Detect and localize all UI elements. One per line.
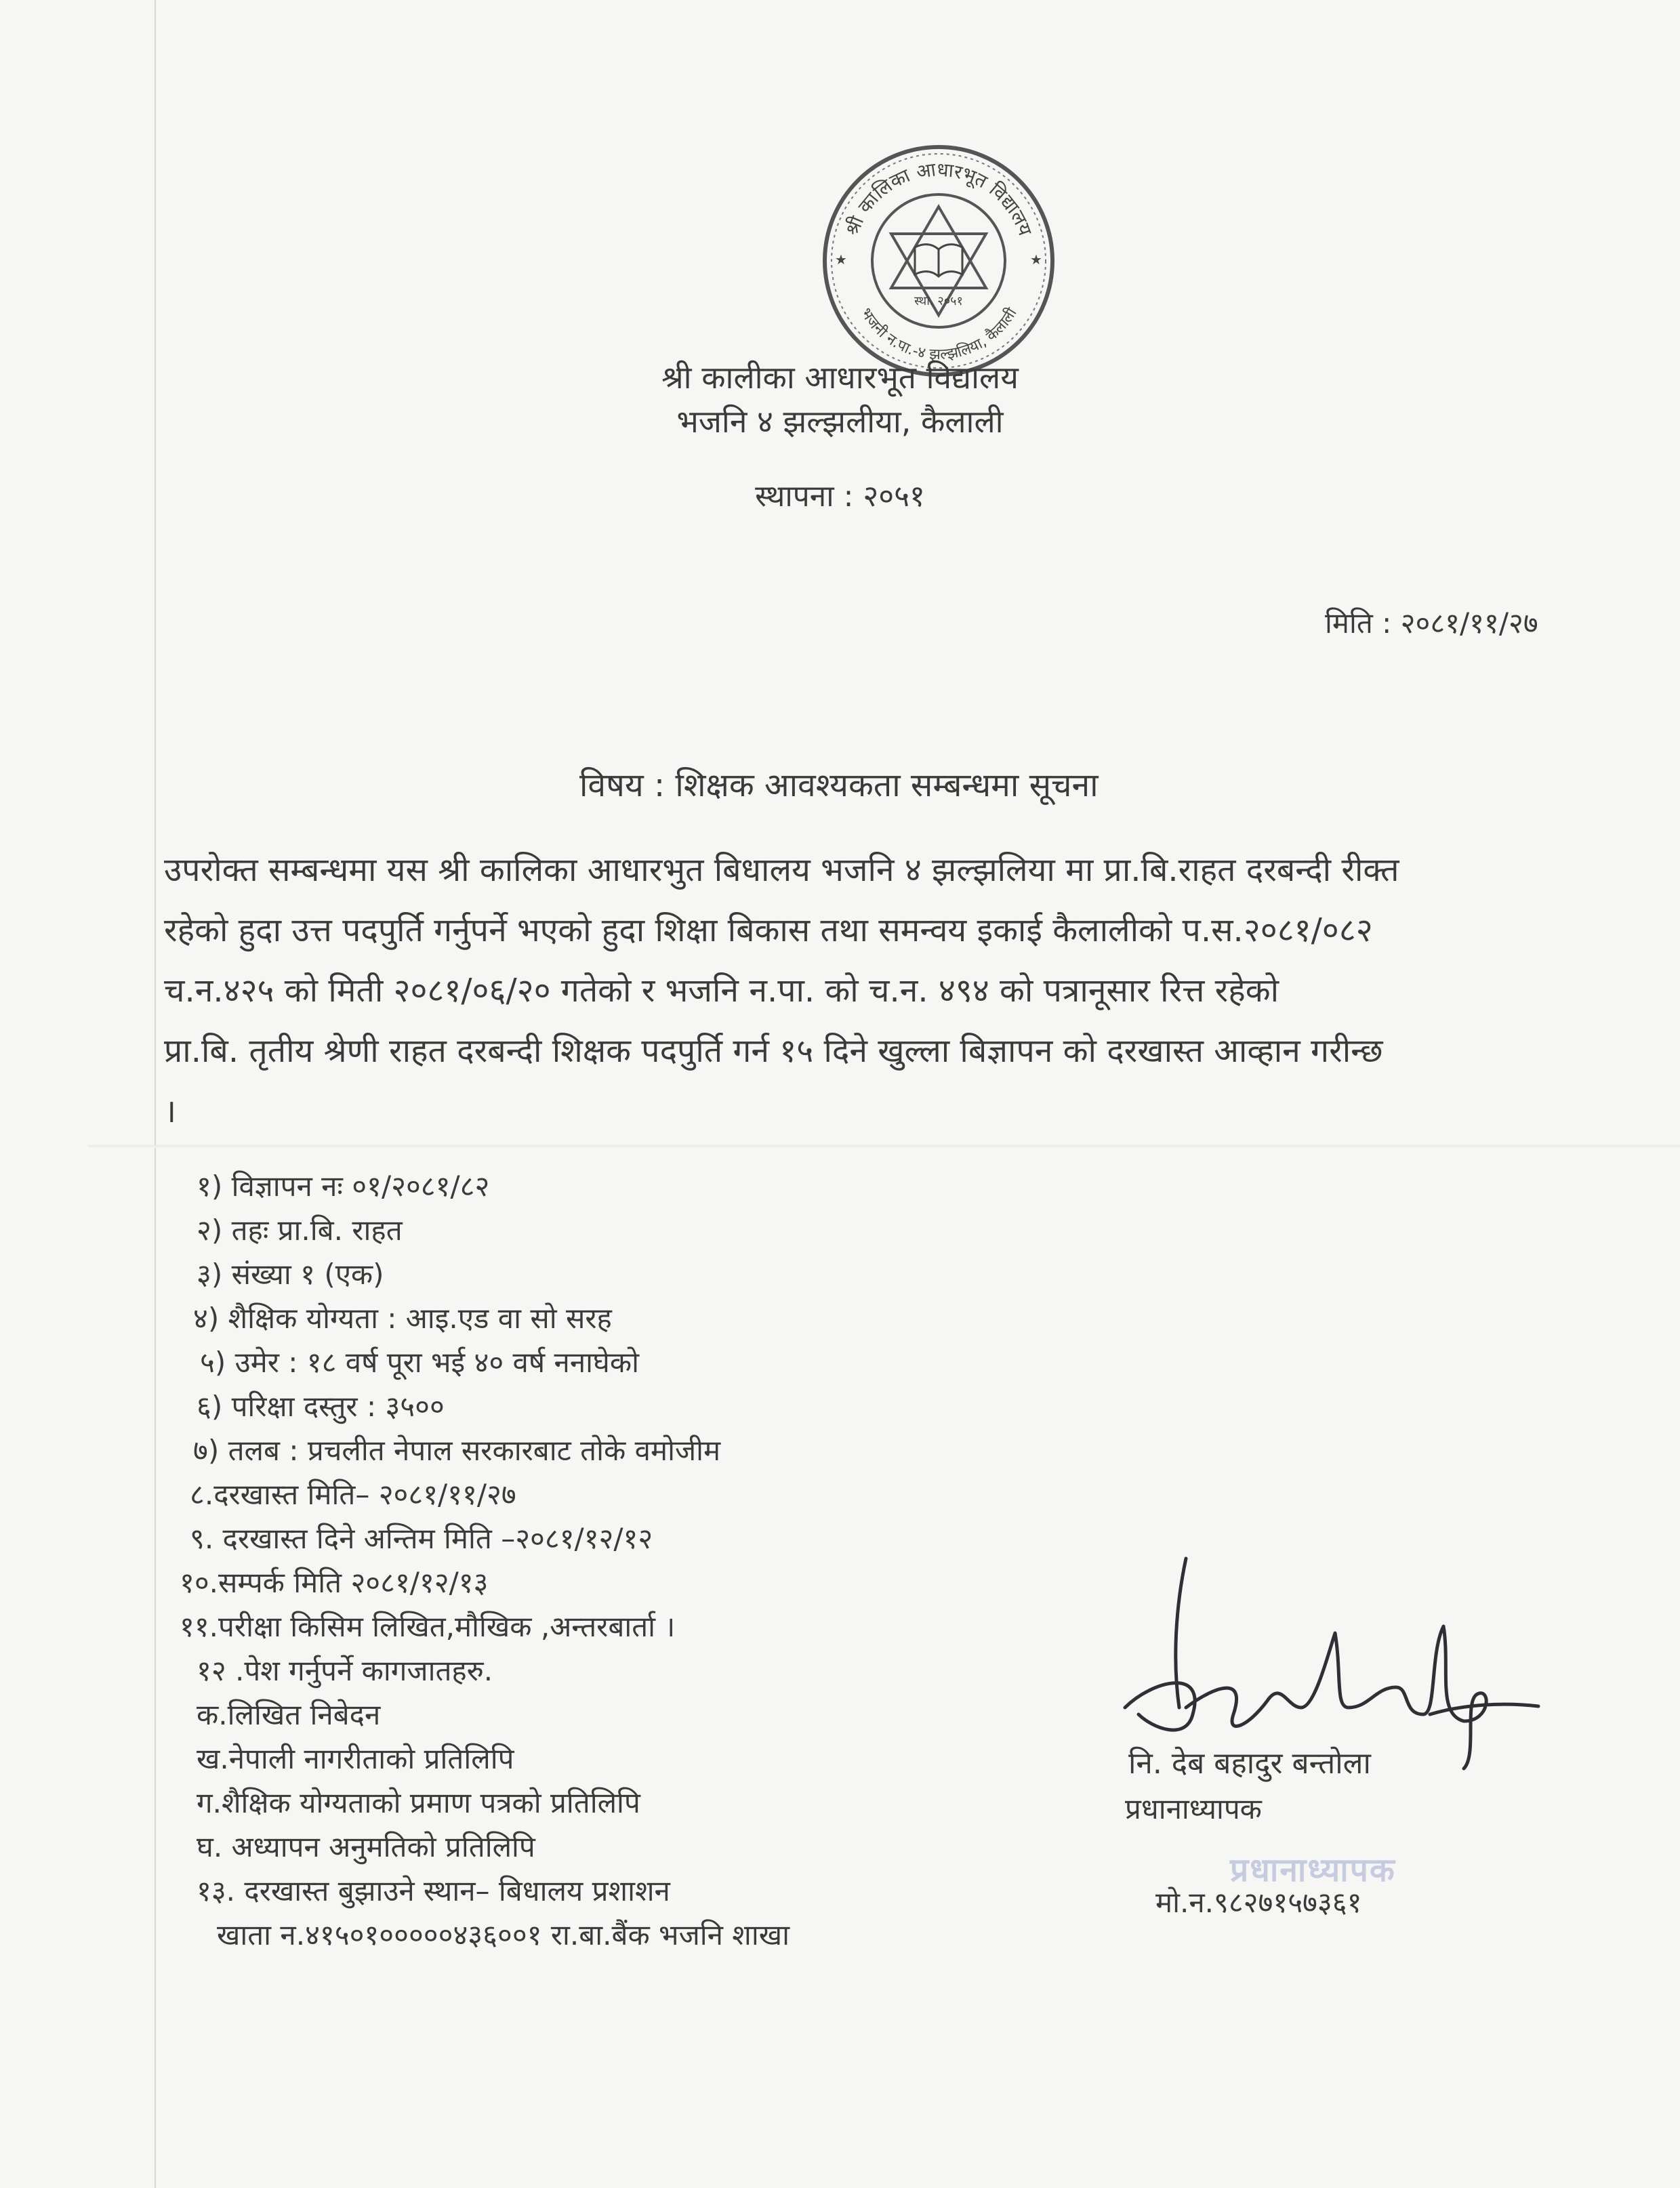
body-line: प्रा.बि. तृतीय श्रेणी राहत दरबन्दी शिक्षक पदपुर्ति गर्न १५ दिने खुल्ला बिज्ञापन को दरखास्त आव्हान गरीन्छ: [164, 1032, 1383, 1070]
body-line: उपरोक्त सम्बन्धमा यस श्री कालिका आधारभुत बिधालय भजनि ४ झल्झलिया मा प्रा.बि.राहत दरबन्दी रीक्त: [164, 851, 1399, 889]
signatory-mobile: मो.न.९८२७१५७३६१: [1155, 1886, 1362, 1919]
svg-text:★: ★: [1030, 251, 1042, 268]
seal-inner-text: स्था. २०५१: [914, 294, 963, 308]
notice-items-list: [180, 1164, 790, 1957]
list-item: ८.दरखास्त मिति– २०८१/११/२७: [190, 1478, 516, 1511]
notice-body: [164, 840, 1680, 1142]
list-item: ९. दरखास्त दिने अन्तिम मिति –२०८१/१२/१२: [190, 1522, 653, 1555]
list-item: ६) परिक्षा दस्तुर : ३५००: [197, 1390, 445, 1423]
list-item: ख.नेपाली नागरीताको प्रतिलिपि: [197, 1742, 514, 1775]
list-item: ग.शैक्षिक योग्यताको प्रमाण पत्रको प्रतिलिपि: [197, 1786, 640, 1819]
school-address: भजनि ४ झल्झलीया, कैलाली: [676, 403, 1004, 440]
list-item: १२ .पेश गर्नुपर्ने कागजातहरु.: [197, 1654, 493, 1687]
list-item: २) तहः प्रा.बि. राहत: [197, 1214, 403, 1247]
notice-date: मिति : २०८१/११/२७: [1325, 606, 1538, 640]
list-item: १) विज्ञापन नः ०१/२०८१/८२: [197, 1170, 490, 1203]
list-item: ३) संख्या १ (एक): [197, 1258, 384, 1291]
list-item: ४) शैक्षिक योग्यता : आइ.एड वा सो सरह: [193, 1302, 612, 1335]
body-line: ।: [164, 1092, 177, 1130]
signatory-title: प्रधानाध्यापक: [1125, 1792, 1262, 1825]
svg-text:★: ★: [835, 251, 847, 268]
school-seal: [813, 136, 1064, 386]
list-item: १३. दरखास्त बुझाउने स्थान– बिधालय प्रशाशन: [197, 1874, 670, 1907]
signatory-name: नि. देब बहादुर बन्तोला: [1128, 1746, 1371, 1781]
seal-top-text: श्री कालिका आधारभूत विद्यालय: [840, 158, 1037, 239]
designation-stamp: प्रधानाध्यापक: [1230, 1851, 1396, 1889]
seal-bottom-text: भजनी न.पा.-४ झल्झलिया, कैलाली: [857, 305, 1021, 364]
scan-edge-line: [155, 0, 156, 2188]
list-item: घ. अध्यापन अनुमतिको प्रतिलिपि: [197, 1830, 535, 1863]
list-item: ७) तलब : प्रचलीत नेपाल सरकारबाट तोके वमोजीम: [193, 1434, 721, 1467]
notice-subject: विषय : शिक्षक आवश्यकता सम्बन्धमा सूचना: [579, 766, 1099, 804]
body-line: च.न.४२५ को मिती २०८१/०६/२० गतेको र भजनि न.पा. को च.न. ४९४ को पत्रानूसार रित्त रहेको: [164, 972, 1279, 1010]
body-line: रहेको हुदा उत्त पदपुर्ति गर्नुपर्ने भएको हुदा शिक्षा बिकास तथा समन्वय इकाई कैलालीको प.स.२०८१/०८२: [164, 911, 1373, 949]
list-item: ११.परीक्षा किसिम लिखित,मौखिक ,अन्तरबार्ता ।: [180, 1610, 676, 1643]
list-item: क.लिखित निबेदन: [197, 1698, 381, 1731]
list-item: खाता न.४१५०१०००००४३६००१ रा.बा.बैंक भजनि शाखा: [217, 1918, 790, 1952]
list-item: १०.सम्पर्क मिति २०८१/१२/१३: [180, 1566, 489, 1599]
established-year: स्थापना : २०५१: [755, 479, 925, 514]
school-name: श्री कालीका आधारभूत विद्यालय: [661, 359, 1019, 396]
paper-fold-line: [88, 1145, 1680, 1148]
list-item: ५) उमेर : १८ वर्ष पूरा भई ४० वर्ष ननाघेको: [200, 1346, 639, 1379]
